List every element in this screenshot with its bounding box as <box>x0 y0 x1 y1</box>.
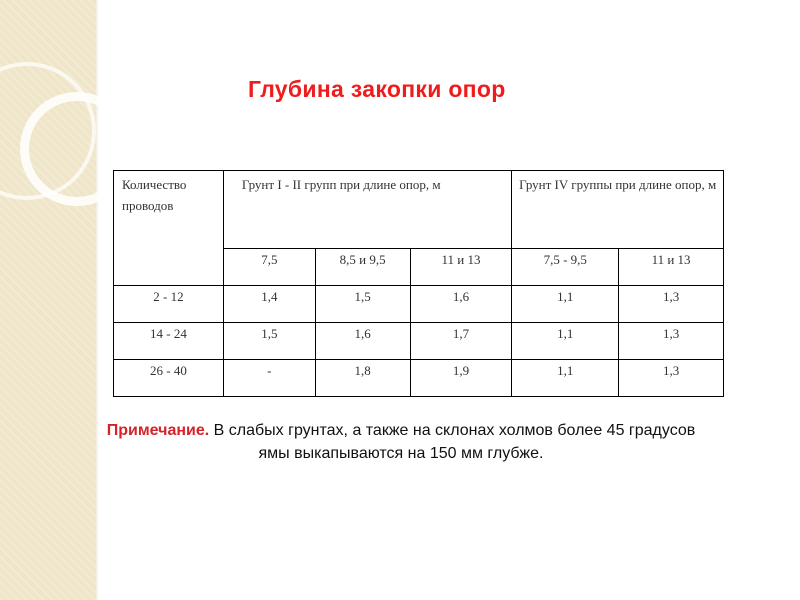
table-cell: 1,5 <box>315 286 410 323</box>
table-row <box>114 360 724 397</box>
table-cell: 1,7 <box>410 323 512 360</box>
table-cell: - <box>223 360 315 397</box>
row-wires-cell: 2 - 12 <box>114 286 224 323</box>
header-wires-count: Количество проводов <box>114 171 224 286</box>
table-cell: 1,4 <box>223 286 315 323</box>
table-cell: 1,6 <box>315 323 410 360</box>
table-cell: 1,1 <box>512 286 619 323</box>
table-cell: 1,5 <box>223 323 315 360</box>
table-row <box>114 323 724 360</box>
table-cell: 1,1 <box>512 360 619 397</box>
table-cell: 1,3 <box>619 323 724 360</box>
note-text: В слабых грунтах, а также на склонах холмов более 45 градусов ямы выкапываются на 150 мм глубже. <box>209 422 696 462</box>
table-cell: 1,6 <box>410 286 512 323</box>
page-title: Глубина закопки опор <box>248 76 506 102</box>
table-cell: 1,3 <box>619 360 724 397</box>
table-cell: 1,9 <box>410 360 512 397</box>
table-cell: 1,1 <box>512 323 619 360</box>
table-header-row <box>114 171 724 249</box>
side-stripe-edge <box>96 0 98 600</box>
header-soil-group-1-2: Грунт I - II групп при длине опор, м <box>223 171 511 249</box>
subheader-cell: 11 и 13 <box>410 249 512 286</box>
subheader-cell: 7,5 - 9,5 <box>512 249 619 286</box>
table-cell: 1,8 <box>315 360 410 397</box>
depth-table <box>113 170 724 397</box>
subheader-cell: 11 и 13 <box>619 249 724 286</box>
subheader-cell: 7,5 <box>223 249 315 286</box>
note-paragraph <box>96 419 706 465</box>
table-cell: 1,3 <box>619 286 724 323</box>
table-row <box>114 286 724 323</box>
note-label: Примечание. <box>106 422 210 439</box>
row-wires-cell: 14 - 24 <box>114 323 224 360</box>
header-soil-group-4: Грунт IV группы при длине опор, м <box>512 171 724 249</box>
row-wires-cell: 26 - 40 <box>114 360 224 397</box>
subheader-cell: 8,5 и 9,5 <box>315 249 410 286</box>
